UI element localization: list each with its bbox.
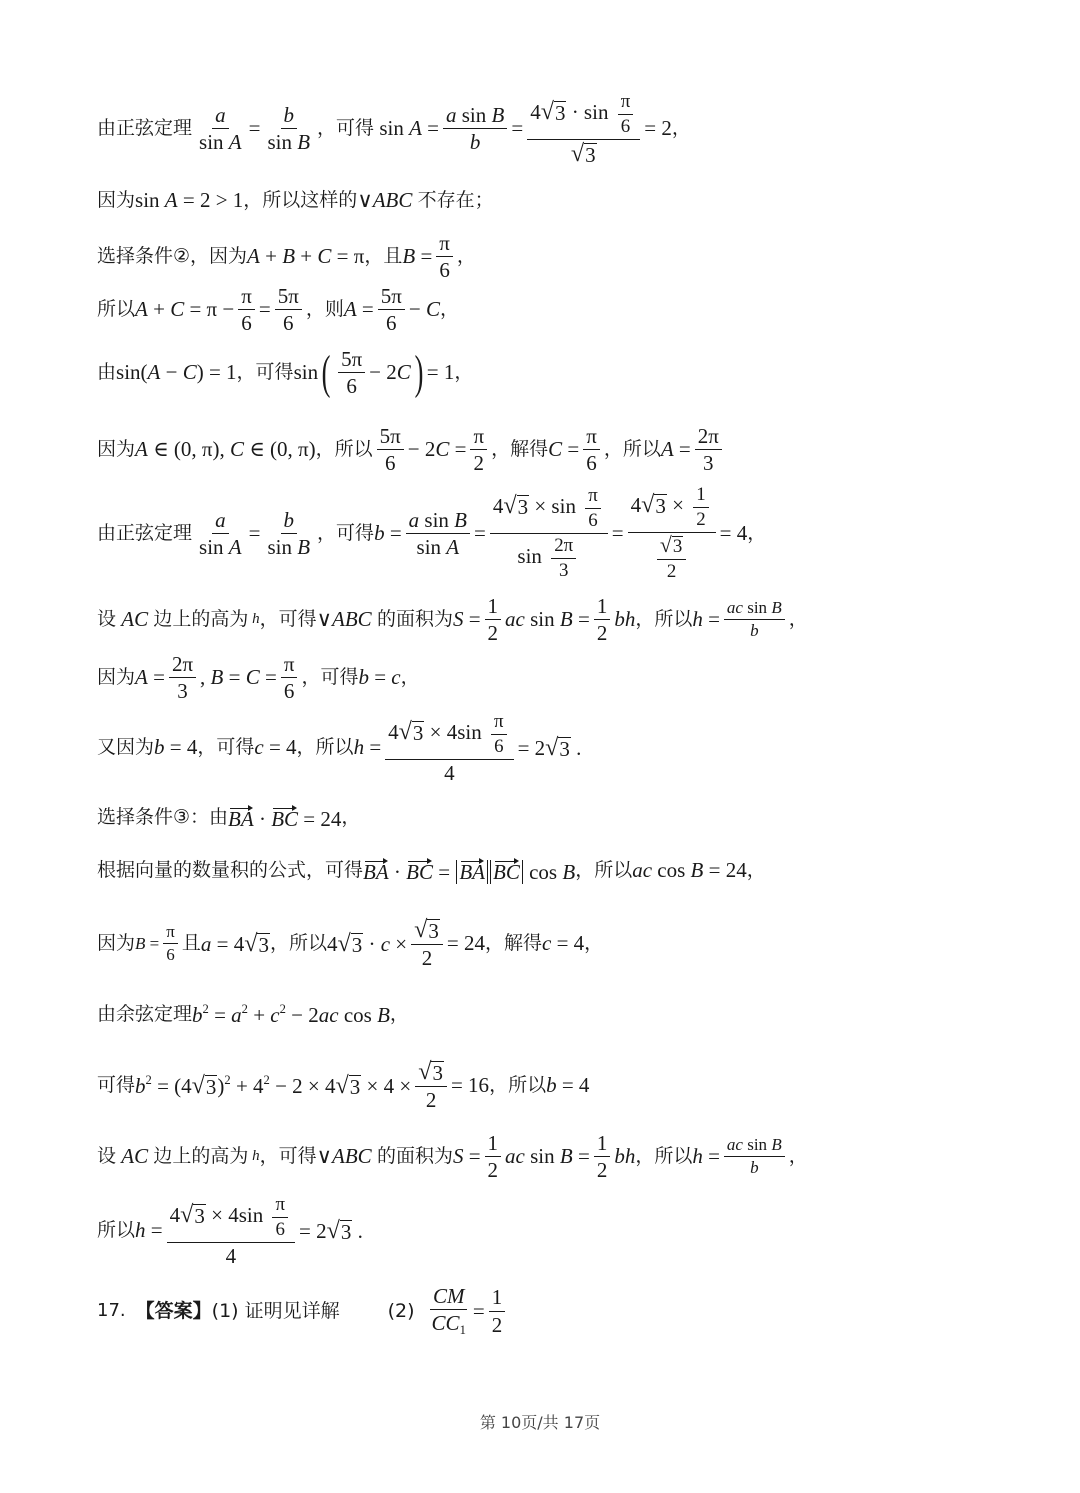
answer-part-2-label: (2)	[387, 1299, 415, 1322]
text: 设	[97, 1145, 117, 1168]
text: ，可得	[197, 736, 255, 759]
line-13: 因为 B = $\frac{\pi}{6}$ 且 a = 4 √ 3 ，所以 4 √ 3 · c × √ 3 2 = 24 ，解得 c = 4 ，	[97, 916, 604, 971]
line-8: 设 AC 边上的高为 h ，可得 ∨ABC 的面积为 S = $\frac{1}{2}$ ac sin B = $\frac{1}{2}$ bh ，所以 h = $\frac{\text{ac sin B}}{b}$ ，	[97, 594, 808, 646]
text: 设	[97, 608, 117, 631]
fraction: $\frac{\pi}{6}$	[436, 232, 453, 281]
text: 又因为	[97, 736, 155, 759]
question-number: 17.	[97, 1300, 126, 1322]
text: ，可得	[259, 1145, 317, 1168]
text: ，可得	[317, 521, 375, 544]
text: 由正弦定理	[97, 117, 193, 140]
answer-17: 17. 【答案】 (1) 证明见详解 (2) $\frac{CM}{CC_1}$ = $\frac{1}{2}$	[97, 1285, 509, 1337]
text: 的面积为	[376, 1145, 453, 1168]
text: ，所以	[315, 438, 373, 461]
fraction: $\frac{\text{a sin B}}{b}$	[443, 104, 507, 153]
text: ，可得	[317, 117, 375, 140]
text: 选择条件②，因为	[97, 245, 248, 268]
text: 选择条件③：由	[97, 806, 229, 828]
fraction: $\frac{b}{\text{sin B}}$	[267, 103, 311, 155]
text: 不存在；	[417, 189, 494, 211]
text: ，所以	[635, 608, 693, 631]
text: 因为	[97, 932, 136, 955]
answer-tag: 【答案】	[135, 1299, 212, 1322]
line-11: 选择条件③：由 BA · BC = 24 ，	[97, 806, 361, 831]
text: ，且	[364, 245, 403, 268]
text: ，可得	[259, 608, 317, 631]
line-7: 由正弦定理 $\frac{a}{\text{sin A}}$ = $\frac{b}{\text{sin B}}$ ，可得 b = $\frac{\text{a sin B}}{\text{sin A}}$ = 4 √ 3 × sin $\frac{\pi}{6}$ sin $\frac{2\pi}{3}$ = 4 √ 3 × $\frac{1}{2}$ √ 3 2 = 4 ，	[97, 484, 767, 582]
text: 由	[97, 361, 117, 384]
text: ，解得	[484, 932, 542, 955]
text: ，可得	[236, 361, 294, 384]
line-14: 由余弦定理 $b^2 = a^2 + c^2 - 2ac$ cos B ，	[97, 1002, 409, 1027]
text: ，所以这样的	[243, 189, 358, 211]
line-2: 因为 sin A = 2 > 1 ，所以这样的 ∨ABC 不存在；	[97, 188, 494, 212]
text: ，所以	[603, 438, 661, 461]
text: ，所以	[635, 1145, 693, 1168]
text: ，则	[305, 298, 344, 321]
page-footer: 第 10页/共 17页	[479, 1413, 601, 1432]
text: 的面积为	[376, 608, 453, 631]
line-12: 根据向量的数量积的公式，可得 BA · BC = BA BC cos B ，所以 ac cos B = 24 ，	[97, 858, 766, 884]
line-1: 由正弦定理 $\frac{a}{\text{sin A}}$ = $\frac{b}{\text{sin B}}$ ，可得 sin A = $\frac{\text{a sin B}}{b}$ = 4 √ 3 · sin $\frac{\pi}{6}$ √ 3 = 2 ，	[97, 91, 691, 167]
text: ，所以	[296, 736, 354, 759]
text: ，可得	[301, 666, 359, 689]
line-6: 因为 A ∈ (0, π), C ∈ (0, π) ，所以 $\frac{5\pi}{6}$ − 2C = $\frac{\pi}{2}$ ，解得 C = $\frac{\pi}{6}$ ，所以 A = $\frac{2\pi}{3}$	[97, 425, 726, 474]
fraction: 4 √ 3 · sin $\frac{\pi}{6}$ √ 3	[527, 92, 640, 166]
line-3: 选择条件②，因为 A + B + C = π ，且 B = $\frac{\pi}{6}$ ，	[97, 231, 476, 283]
text: 边上的高为	[153, 1145, 249, 1168]
line-17: 所以 h = 4 √ 3 × 4sin $\frac{\pi}{6}$ 4 = 2 √ 3 .	[97, 1194, 363, 1268]
line-5: 由 sin(A − C) = 1 ，可得 sin ( $\frac{5\pi}{6}$ − 2C ) = 1 ，	[97, 345, 474, 399]
text: ，所以	[489, 1074, 547, 1097]
text: 根据向量的数量积的公式，可得	[97, 859, 364, 881]
text: 所以	[97, 1219, 136, 1242]
text: 所以	[97, 298, 136, 321]
text: ，所以	[269, 932, 327, 955]
text: 由正弦定理	[97, 521, 193, 544]
line-4: 所以 A + C = π − $\frac{\pi}{6}$ = $\frac{5\pi}{6}$ ，则 A = $\frac{5\pi}{6}$ − C ，	[97, 284, 459, 336]
text: 边上的高为	[153, 608, 249, 631]
line-9: 因为 A = $\frac{2\pi}{3}$ , B = C = $\frac{\pi}{6}$ ，可得 b = c ，	[97, 652, 420, 704]
answer-part-1: (1) 证明见详解	[211, 1299, 340, 1322]
text: 且	[181, 932, 201, 955]
line-10: 又因为 b = 4 ，可得 c = 4 ，所以 h = 4 √ 3 × 4sin $\frac{\pi}{6}$ 4 = 2 √ 3 .	[97, 711, 582, 785]
text: 因为	[97, 438, 136, 461]
text: 可得	[97, 1074, 136, 1097]
text: 因为	[97, 666, 136, 689]
text: ，解得	[491, 438, 549, 461]
fraction: $\frac{a}{\text{sin A}}$	[199, 103, 242, 155]
text: 由余弦定理	[97, 1002, 193, 1025]
line-16: 设 AC 边上的高为 h ，可得 ∨ABC 的面积为 S = $\frac{1}{2}$ ac sin B = $\frac{1}{2}$ bh ，所以 h = $\frac{\text{ac sin B}}{b}$ ，	[97, 1131, 808, 1183]
text: 因为	[97, 189, 136, 211]
text: ，所以	[575, 859, 633, 881]
line-15: 可得 $b^2 = (4$ √ 3 )$^2 + 4^2 - 2 \times 4$ √ 3 × 4 × √ 3 2 = 16 ，所以 b = 4	[97, 1058, 590, 1113]
